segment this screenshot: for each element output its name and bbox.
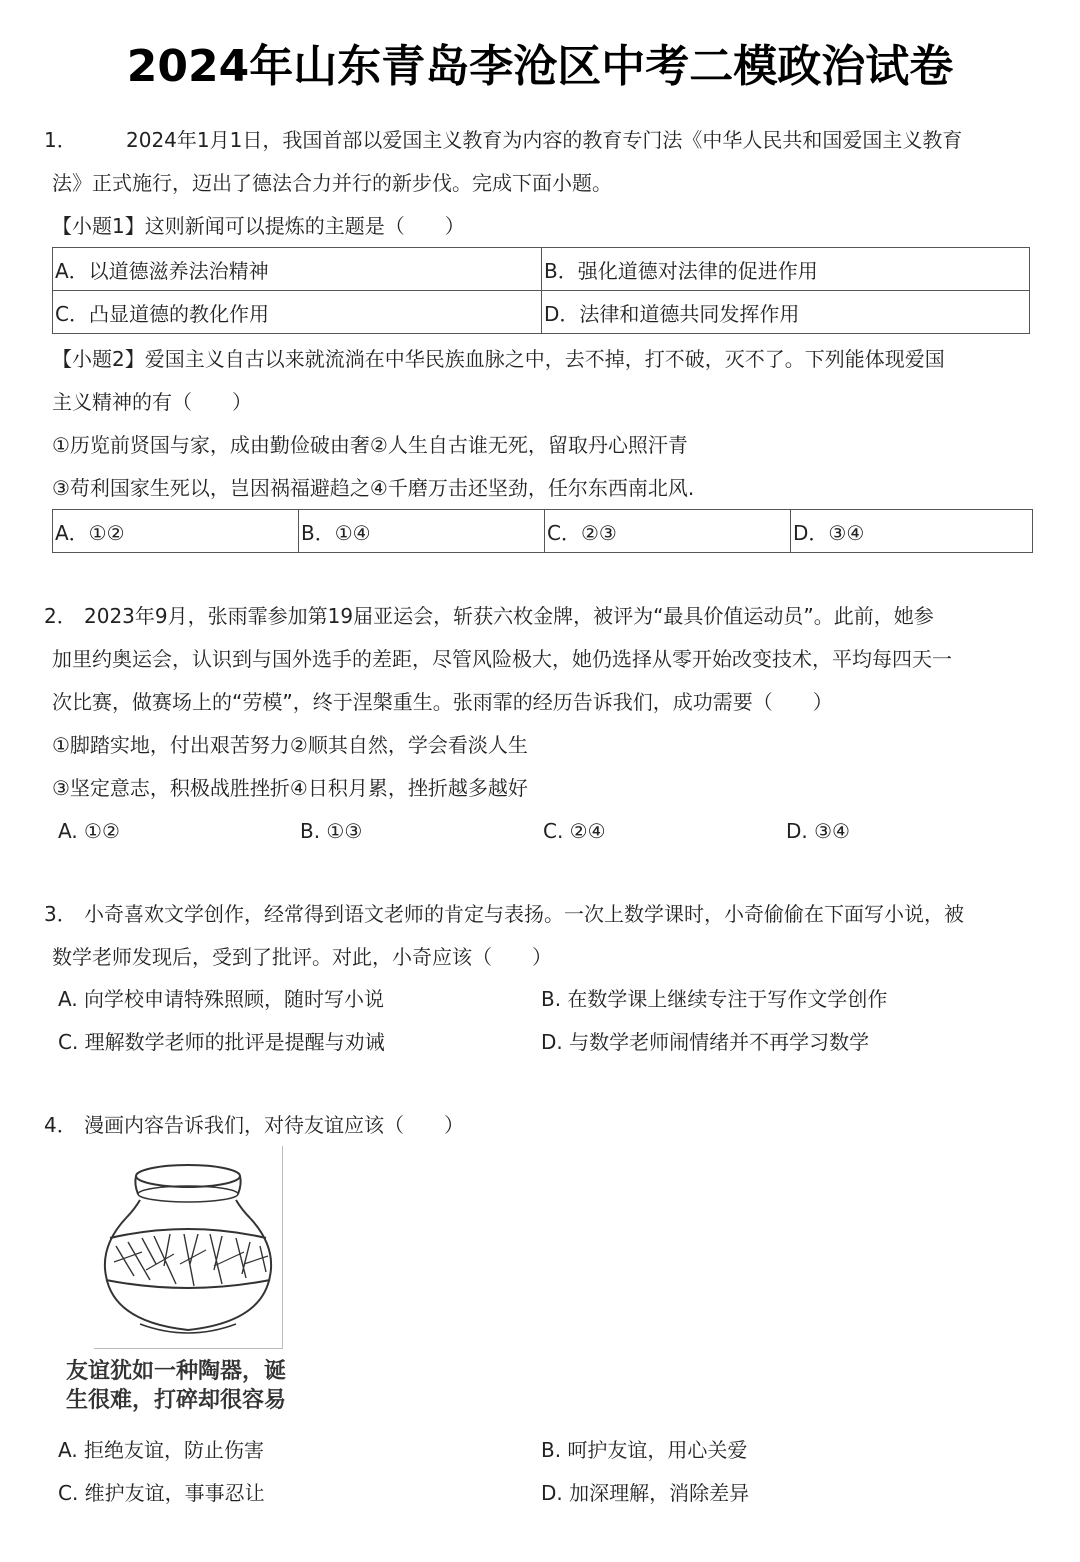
cartoon-caption: 友谊犹如一种陶器，诞: [66, 1358, 287, 1384]
options-table: [52, 509, 1033, 553]
option-d[interactable]: D. 与数学老师闹情绪并不再学习数学: [541, 1030, 870, 1054]
option-b[interactable]: B．强化道德对法律的促进作用: [542, 248, 1030, 291]
question-stem: 2024年1月1日，我国首部以爱国主义教育为内容的教育专门法《中华人民共和国爱国主义教育: [126, 128, 963, 152]
option-b[interactable]: B. 呵护友谊，用心关爱: [541, 1438, 748, 1462]
option-c[interactable]: C. ②④: [543, 819, 606, 843]
option-a[interactable]: A. 向学校申请特殊照顾，随时写小说: [58, 987, 385, 1011]
question-number: 2．: [44, 604, 77, 628]
question-number: 1．: [44, 128, 77, 152]
question-stem: 数学老师发现后，受到了批评。对此，小奇应该（ ）: [52, 945, 552, 969]
option-c[interactable]: C. 理解数学老师的批评是提醒与劝诫: [58, 1030, 385, 1054]
question-stem: 法》正式施行，迈出了德法合力并行的新步伐。完成下面小题。: [52, 171, 612, 195]
option-c[interactable]: C．②③: [545, 510, 791, 553]
option-a[interactable]: A. ①②: [58, 819, 120, 843]
cartoon-caption: 生很难，打碎却很容易: [66, 1387, 287, 1413]
question-stem: 漫画内容告诉我们，对待友谊应该（ ）: [84, 1113, 464, 1137]
question-stem: 小奇喜欢文学创作，经常得到语文老师的肯定与表扬。一次上数学课时，小奇偷偷在下面写小说，被: [84, 902, 964, 926]
option-c[interactable]: C．凸显道德的教化作用: [53, 291, 542, 334]
subquestion-prompt: 【小题1】这则新闻可以提炼的主题是（ ）: [52, 214, 465, 238]
option-d[interactable]: D．③④: [791, 510, 1033, 553]
statement-items: ①历览前贤国与家，成由勤俭破由奢②人生自古谁无死，留取丹心照汗青: [52, 433, 688, 457]
question-number: 3．: [44, 902, 77, 926]
option-a[interactable]: A．①②: [53, 510, 299, 553]
question-number: 4．: [44, 1113, 77, 1137]
option-d[interactable]: D．法律和道德共同发挥作用: [542, 291, 1030, 334]
option-a[interactable]: A．以道德滋养法治精神: [53, 248, 542, 291]
option-c[interactable]: C. 维护友谊，事事忍让: [58, 1481, 265, 1505]
option-b[interactable]: B．①④: [299, 510, 545, 553]
statement-items: ①脚踏实地，付出艰苦努力②顺其自然，学会看淡人生: [52, 733, 528, 757]
subquestion-prompt: 主义精神的有（ ）: [52, 390, 252, 414]
statement-items: ③坚定意志，积极战胜挫折④日积月累，挫折越多越好: [52, 776, 528, 800]
pottery-jar-icon: [94, 1146, 282, 1348]
subquestion-prompt: 【小题2】爱国主义自古以来就流淌在中华民族血脉之中，去不掉，打不破，灭不了。下列能体现爱国: [52, 347, 945, 371]
options-table: [52, 247, 1030, 334]
cartoon-pottery-jar: [94, 1146, 283, 1349]
statement-items: ③苟利国家生死以，岂因祸福避趋之④千磨万击还坚劲，任尔东西南北风.: [52, 476, 695, 500]
question-stem: 2023年9月，张雨霏参加第19届亚运会，斩获六枚金牌，被评为“最具价值运动员”。此前，她参: [84, 604, 934, 628]
option-d[interactable]: D. ③④: [786, 819, 850, 843]
option-d[interactable]: D. 加深理解，消除差异: [541, 1481, 750, 1505]
question-stem: 次比赛，做赛场上的“劳模”，终于涅槃重生。张雨霏的经历告诉我们，成功需要（ ）: [52, 690, 833, 714]
question-stem: 加里约奥运会，认识到与国外选手的差距，尽管风险极大，她仍选择从零开始改变技术，平均每四天一: [52, 647, 952, 671]
option-a[interactable]: A. 拒绝友谊，防止伤害: [58, 1438, 265, 1462]
page-title: 2024年山东青岛李沧区中考二模政治试卷: [126, 41, 954, 92]
option-b[interactable]: B. ①③: [300, 819, 363, 843]
option-b[interactable]: B. 在数学课上继续专注于写作文学创作: [541, 987, 888, 1011]
